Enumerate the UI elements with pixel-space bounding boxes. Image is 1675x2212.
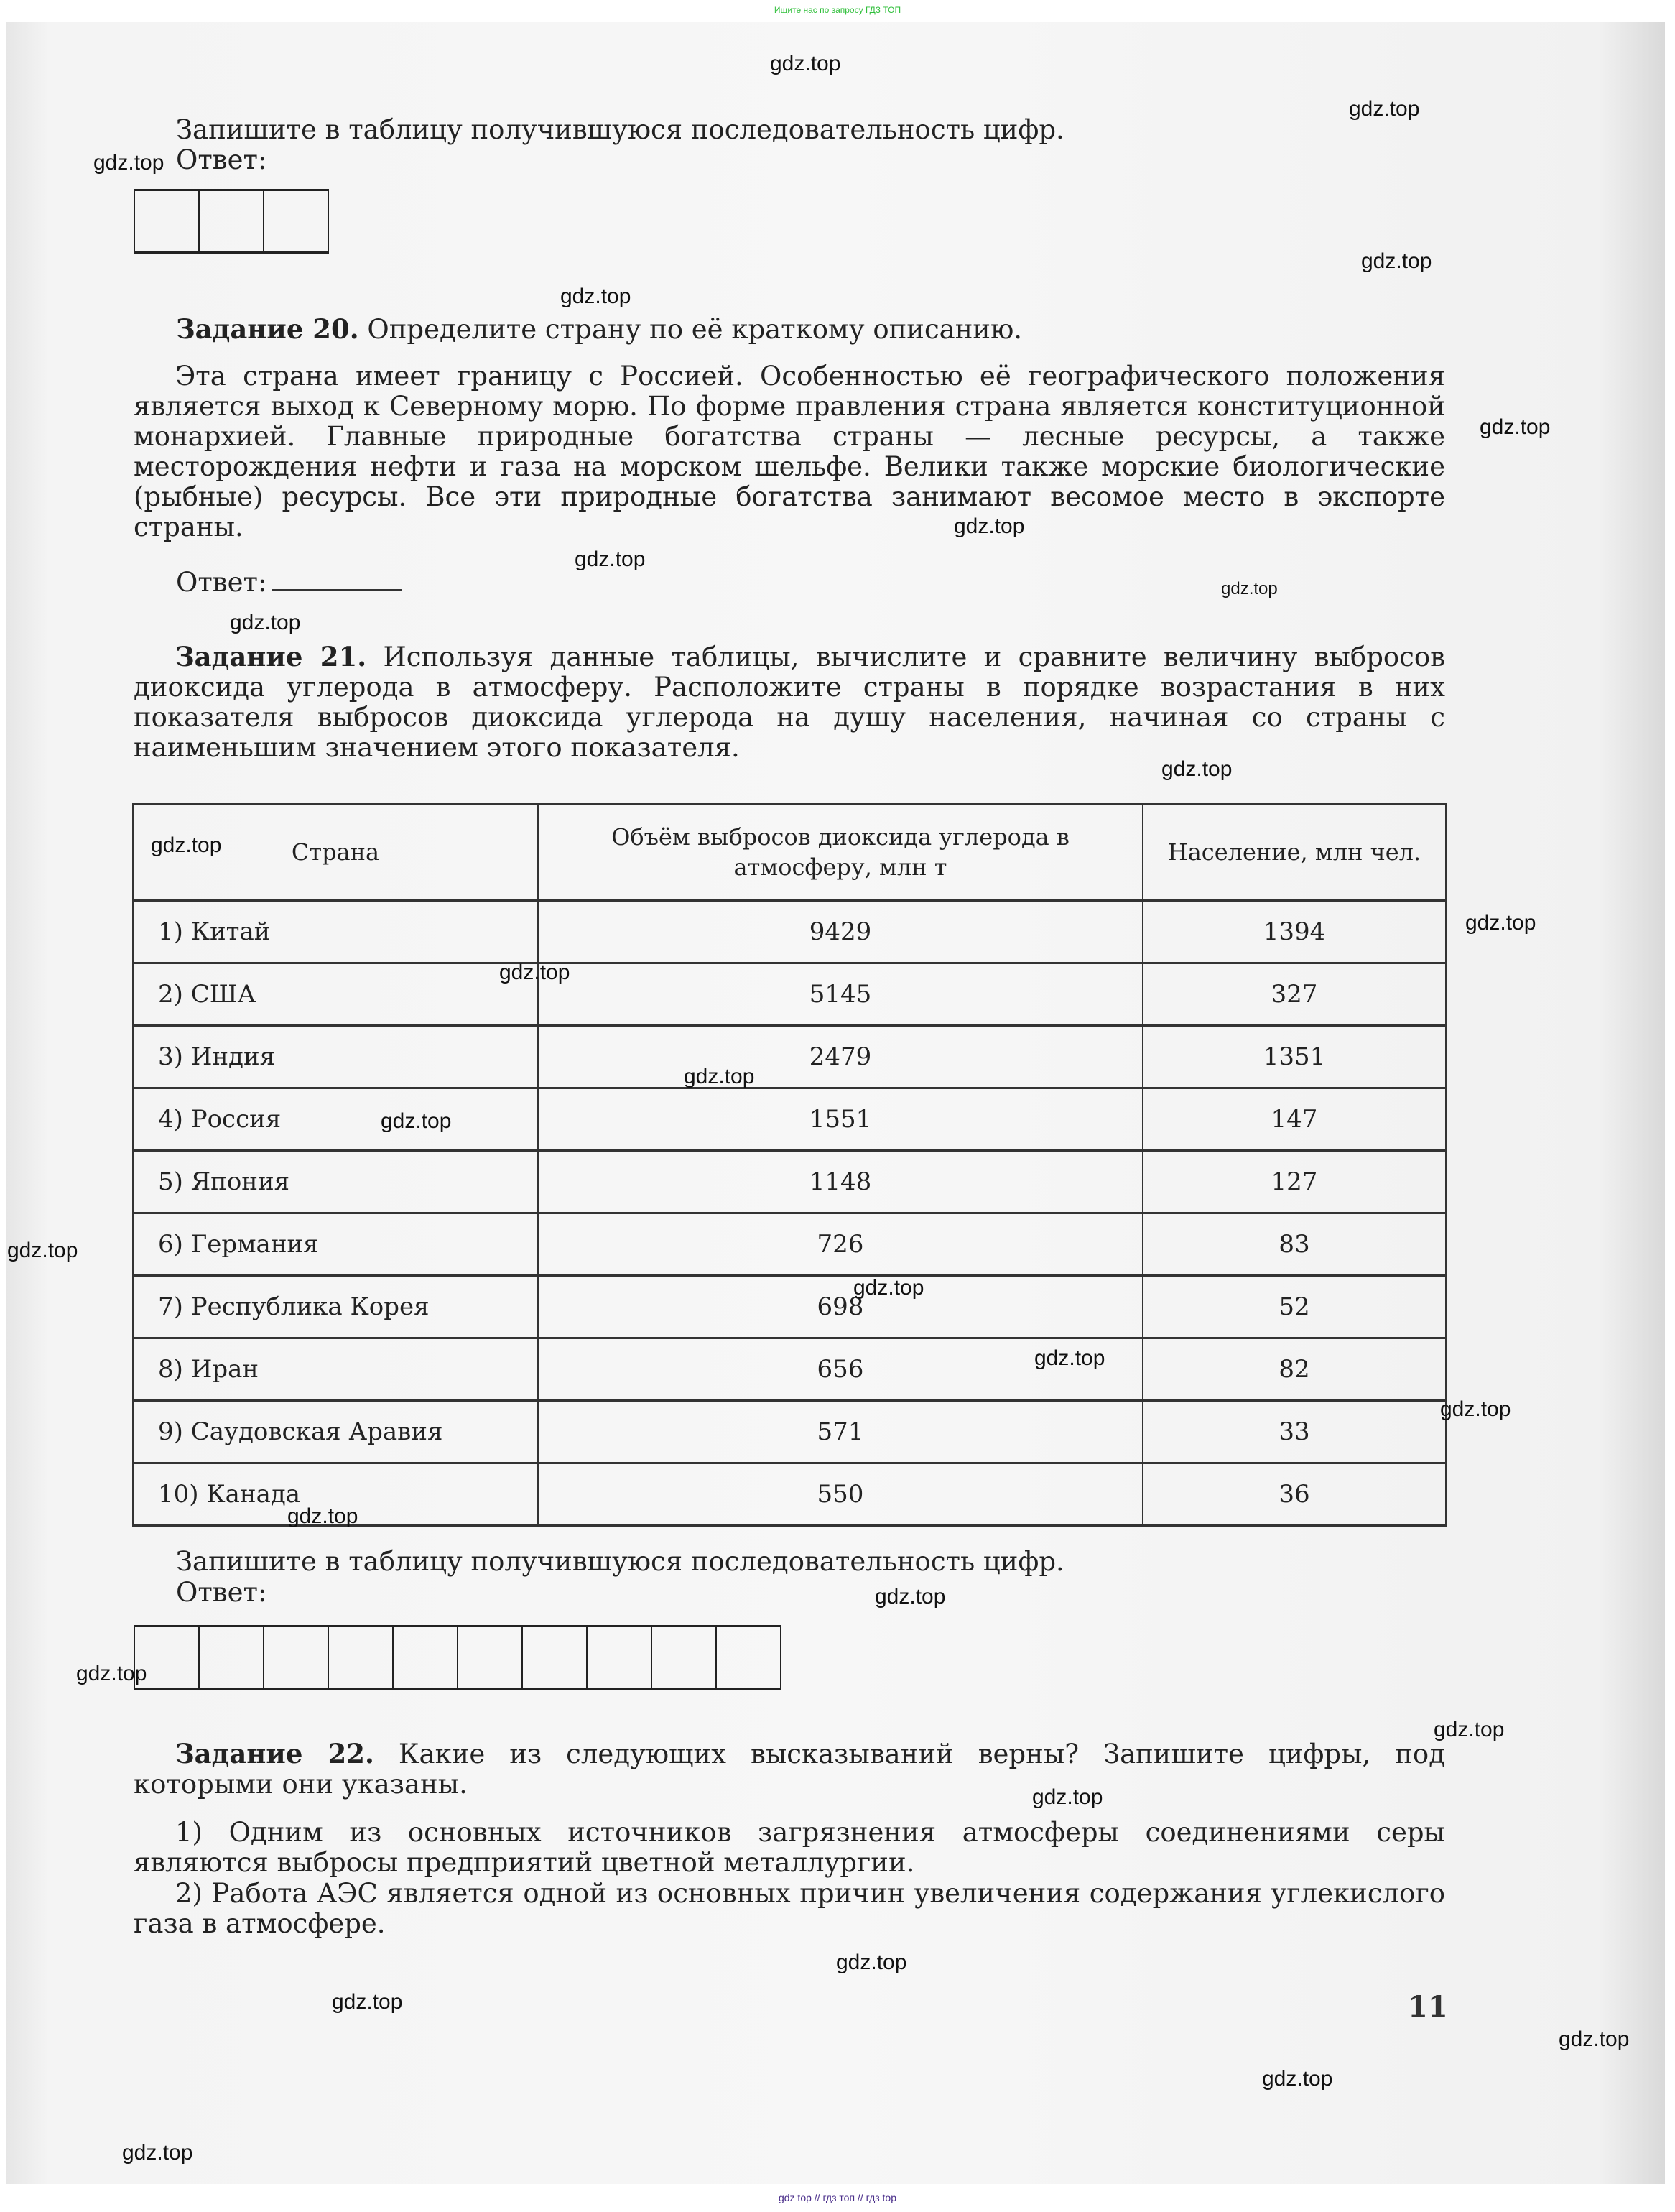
task22-statement-1: 1) Одним из основных источников загрязнения атмосферы соединениями серы являются выбросы предприятий цветной металлургии.: [134, 1817, 1445, 1878]
cell-emissions: 9429: [538, 901, 1143, 963]
cell-population: 83: [1143, 1213, 1446, 1276]
cell-population: 82: [1143, 1338, 1446, 1401]
table-row: [133, 1213, 1446, 1276]
table-row: [133, 1276, 1446, 1338]
cell-country: 3) Индия: [133, 1026, 538, 1088]
answer-cell[interactable]: [264, 1627, 329, 1688]
watermark: gdz.top: [230, 611, 301, 634]
cell-population: 52: [1143, 1276, 1446, 1338]
task20-answer-label: Ответ:: [176, 567, 267, 598]
answer-cell[interactable]: [588, 1627, 652, 1688]
table-header-row: [133, 804, 1446, 901]
answer-cell[interactable]: [394, 1627, 458, 1688]
watermark: gdz.top: [560, 284, 631, 308]
watermark: gdz.top: [684, 1065, 755, 1088]
cell-emissions: 1148: [538, 1151, 1143, 1213]
task21-heading: [134, 642, 1445, 763]
cell-population: 147: [1143, 1088, 1446, 1151]
table-row: [133, 1026, 1446, 1088]
cell-country: 10) Канада: [133, 1463, 538, 1526]
task20-answer: [176, 568, 402, 598]
table-row: [133, 1088, 1446, 1151]
answer-cell[interactable]: [329, 1627, 394, 1688]
answer-cell[interactable]: [652, 1627, 717, 1688]
watermark: gdz.top: [1559, 2027, 1630, 2051]
emissions-table: [132, 803, 1447, 1527]
top-banner: Ищите нас по запросу ГДЗ ТОП: [774, 5, 901, 15]
cell-country: 7) Республика Корея: [133, 1276, 538, 1338]
cell-population: 1394: [1143, 901, 1446, 963]
task21-title: Задание 21.: [175, 641, 367, 672]
task22-prompt: Какие из следующих высказываний верны? Запишите цифры, под которыми они указаны.: [134, 1739, 1445, 1800]
watermark: gdz.top: [287, 1504, 358, 1528]
answer-cell[interactable]: [200, 191, 264, 251]
bottom-banner: gdz top // гдз топ // гдз top: [0, 2184, 1675, 2212]
cell-emissions: 571: [538, 1401, 1143, 1463]
cell-emissions: 726: [538, 1213, 1143, 1276]
header-emissions: Объём выбросов диоксида углерода в атмосферу, млн т: [538, 804, 1143, 901]
cell-population: 127: [1143, 1151, 1446, 1213]
prev-answer-grid[interactable]: [134, 189, 329, 254]
cell-emissions: 656: [538, 1338, 1143, 1401]
task20-answer-field[interactable]: [272, 589, 402, 591]
answer-cell[interactable]: [717, 1627, 781, 1688]
answer-cell[interactable]: [200, 1627, 264, 1688]
answer-cell[interactable]: [458, 1627, 523, 1688]
watermark: gdz.top: [1434, 1718, 1505, 1741]
task22-heading: [134, 1739, 1445, 1800]
watermark: gdz.top: [381, 1109, 452, 1133]
watermark: gdz.top: [1262, 2067, 1333, 2091]
watermark: gdz.top: [1361, 249, 1432, 273]
watermark: gdz.top: [1349, 97, 1420, 121]
header-population: Население, млн чел.: [1143, 804, 1446, 901]
task22-title: Задание 22.: [175, 1738, 374, 1769]
cell-country: 6) Германия: [133, 1213, 538, 1276]
cell-country: 1) Китай: [133, 901, 538, 963]
watermark: gdz.top: [770, 52, 841, 75]
cell-country: 8) Иран: [133, 1338, 538, 1401]
watermark: gdz.top: [1480, 415, 1551, 439]
cell-population: 36: [1143, 1463, 1446, 1526]
cell-emissions: 550: [538, 1463, 1143, 1526]
cell-population: 327: [1143, 963, 1446, 1026]
cell-country: 2) США: [133, 963, 538, 1026]
answer-cell[interactable]: [523, 1627, 588, 1688]
watermark: gdz.top: [1440, 1397, 1511, 1421]
task21-answer-label: Ответ:: [176, 1577, 267, 1608]
watermark: gdz.top: [1161, 757, 1233, 781]
cell-emissions: 5145: [538, 963, 1143, 1026]
watermark: gdz.top: [853, 1276, 924, 1300]
cell-emissions: 698: [538, 1276, 1143, 1338]
watermark: gdz.top: [93, 151, 164, 175]
watermark: gdz.top: [122, 2141, 193, 2165]
task21-answer-grid[interactable]: [134, 1625, 781, 1690]
watermark: gdz.top: [875, 1585, 946, 1609]
cell-emissions: 1551: [538, 1088, 1143, 1151]
watermark: gdz.top: [151, 833, 222, 857]
prev-instruction: Запишите в таблицу получившуюся последовательность цифр.: [176, 114, 1064, 145]
watermark: gdz.top: [499, 961, 570, 984]
task20-prompt: Определите страну по её краткому описанию.: [367, 314, 1023, 345]
header-country: Страна: [133, 804, 538, 901]
answer-cell[interactable]: [135, 191, 200, 251]
prev-answer-label: Ответ:: [176, 144, 267, 175]
watermark: gdz.top: [954, 514, 1025, 538]
task20-body: Эта страна имеет границу с Россией. Особенностью её географического положения является выход к Северному морю. По форме правления страна является конституционной монархией. Главные природные богатства страны — лесные ресурсы, а также месторождения нефти и газа на морском шельфе. Велики также морские биологические (рыбные) ресурсы. Все эти природные богатства занимают весомое место в экспорте страны.: [134, 361, 1445, 542]
watermark: gdz.top: [575, 547, 646, 571]
table-row: [133, 1338, 1446, 1401]
watermark: gdz.top: [1034, 1346, 1105, 1370]
watermark: gdz.top: [76, 1662, 147, 1685]
table-row: [133, 901, 1446, 963]
watermark: gdz.top: [1465, 911, 1536, 935]
watermark: gdz.top: [836, 1950, 907, 1974]
cell-country: 4) Россия: [133, 1088, 538, 1151]
table-row: [133, 963, 1446, 1026]
answer-cell[interactable]: [264, 191, 329, 251]
table-row: [133, 1401, 1446, 1463]
watermark: gdz.top: [1032, 1785, 1103, 1809]
watermark: gdz.top: [332, 1990, 403, 2014]
cell-population: 1351: [1143, 1026, 1446, 1088]
cell-country: 5) Япония: [133, 1151, 538, 1213]
page-number: 11: [1408, 1990, 1448, 2024]
cell-emissions: 2479: [538, 1026, 1143, 1088]
task22-statement-2: 2) Работа АЭС является одной из основных причин увеличения содержания углекислого газа в атмосфере.: [134, 1878, 1445, 1939]
task21-instruction: Запишите в таблицу получившуюся последовательность цифр.: [176, 1546, 1064, 1577]
task20-heading: [176, 314, 1469, 345]
task20-title: Задание 20.: [176, 313, 359, 345]
task21-prompt: Используя данные таблицы, вычислите и сравните величину выбросов диоксида углерода в атмосферу. Расположите страны в порядке возрастания в них показателя выбросов диоксида углерода на душу населения, начиная со страны с наименьшим значением этого показателя.: [134, 642, 1445, 763]
cell-country: 9) Саудовская Аравия: [133, 1401, 538, 1463]
table-row: [133, 1151, 1446, 1213]
cell-population: 33: [1143, 1401, 1446, 1463]
watermark: gdz.top: [1221, 579, 1278, 598]
watermark: gdz.top: [7, 1239, 78, 1262]
